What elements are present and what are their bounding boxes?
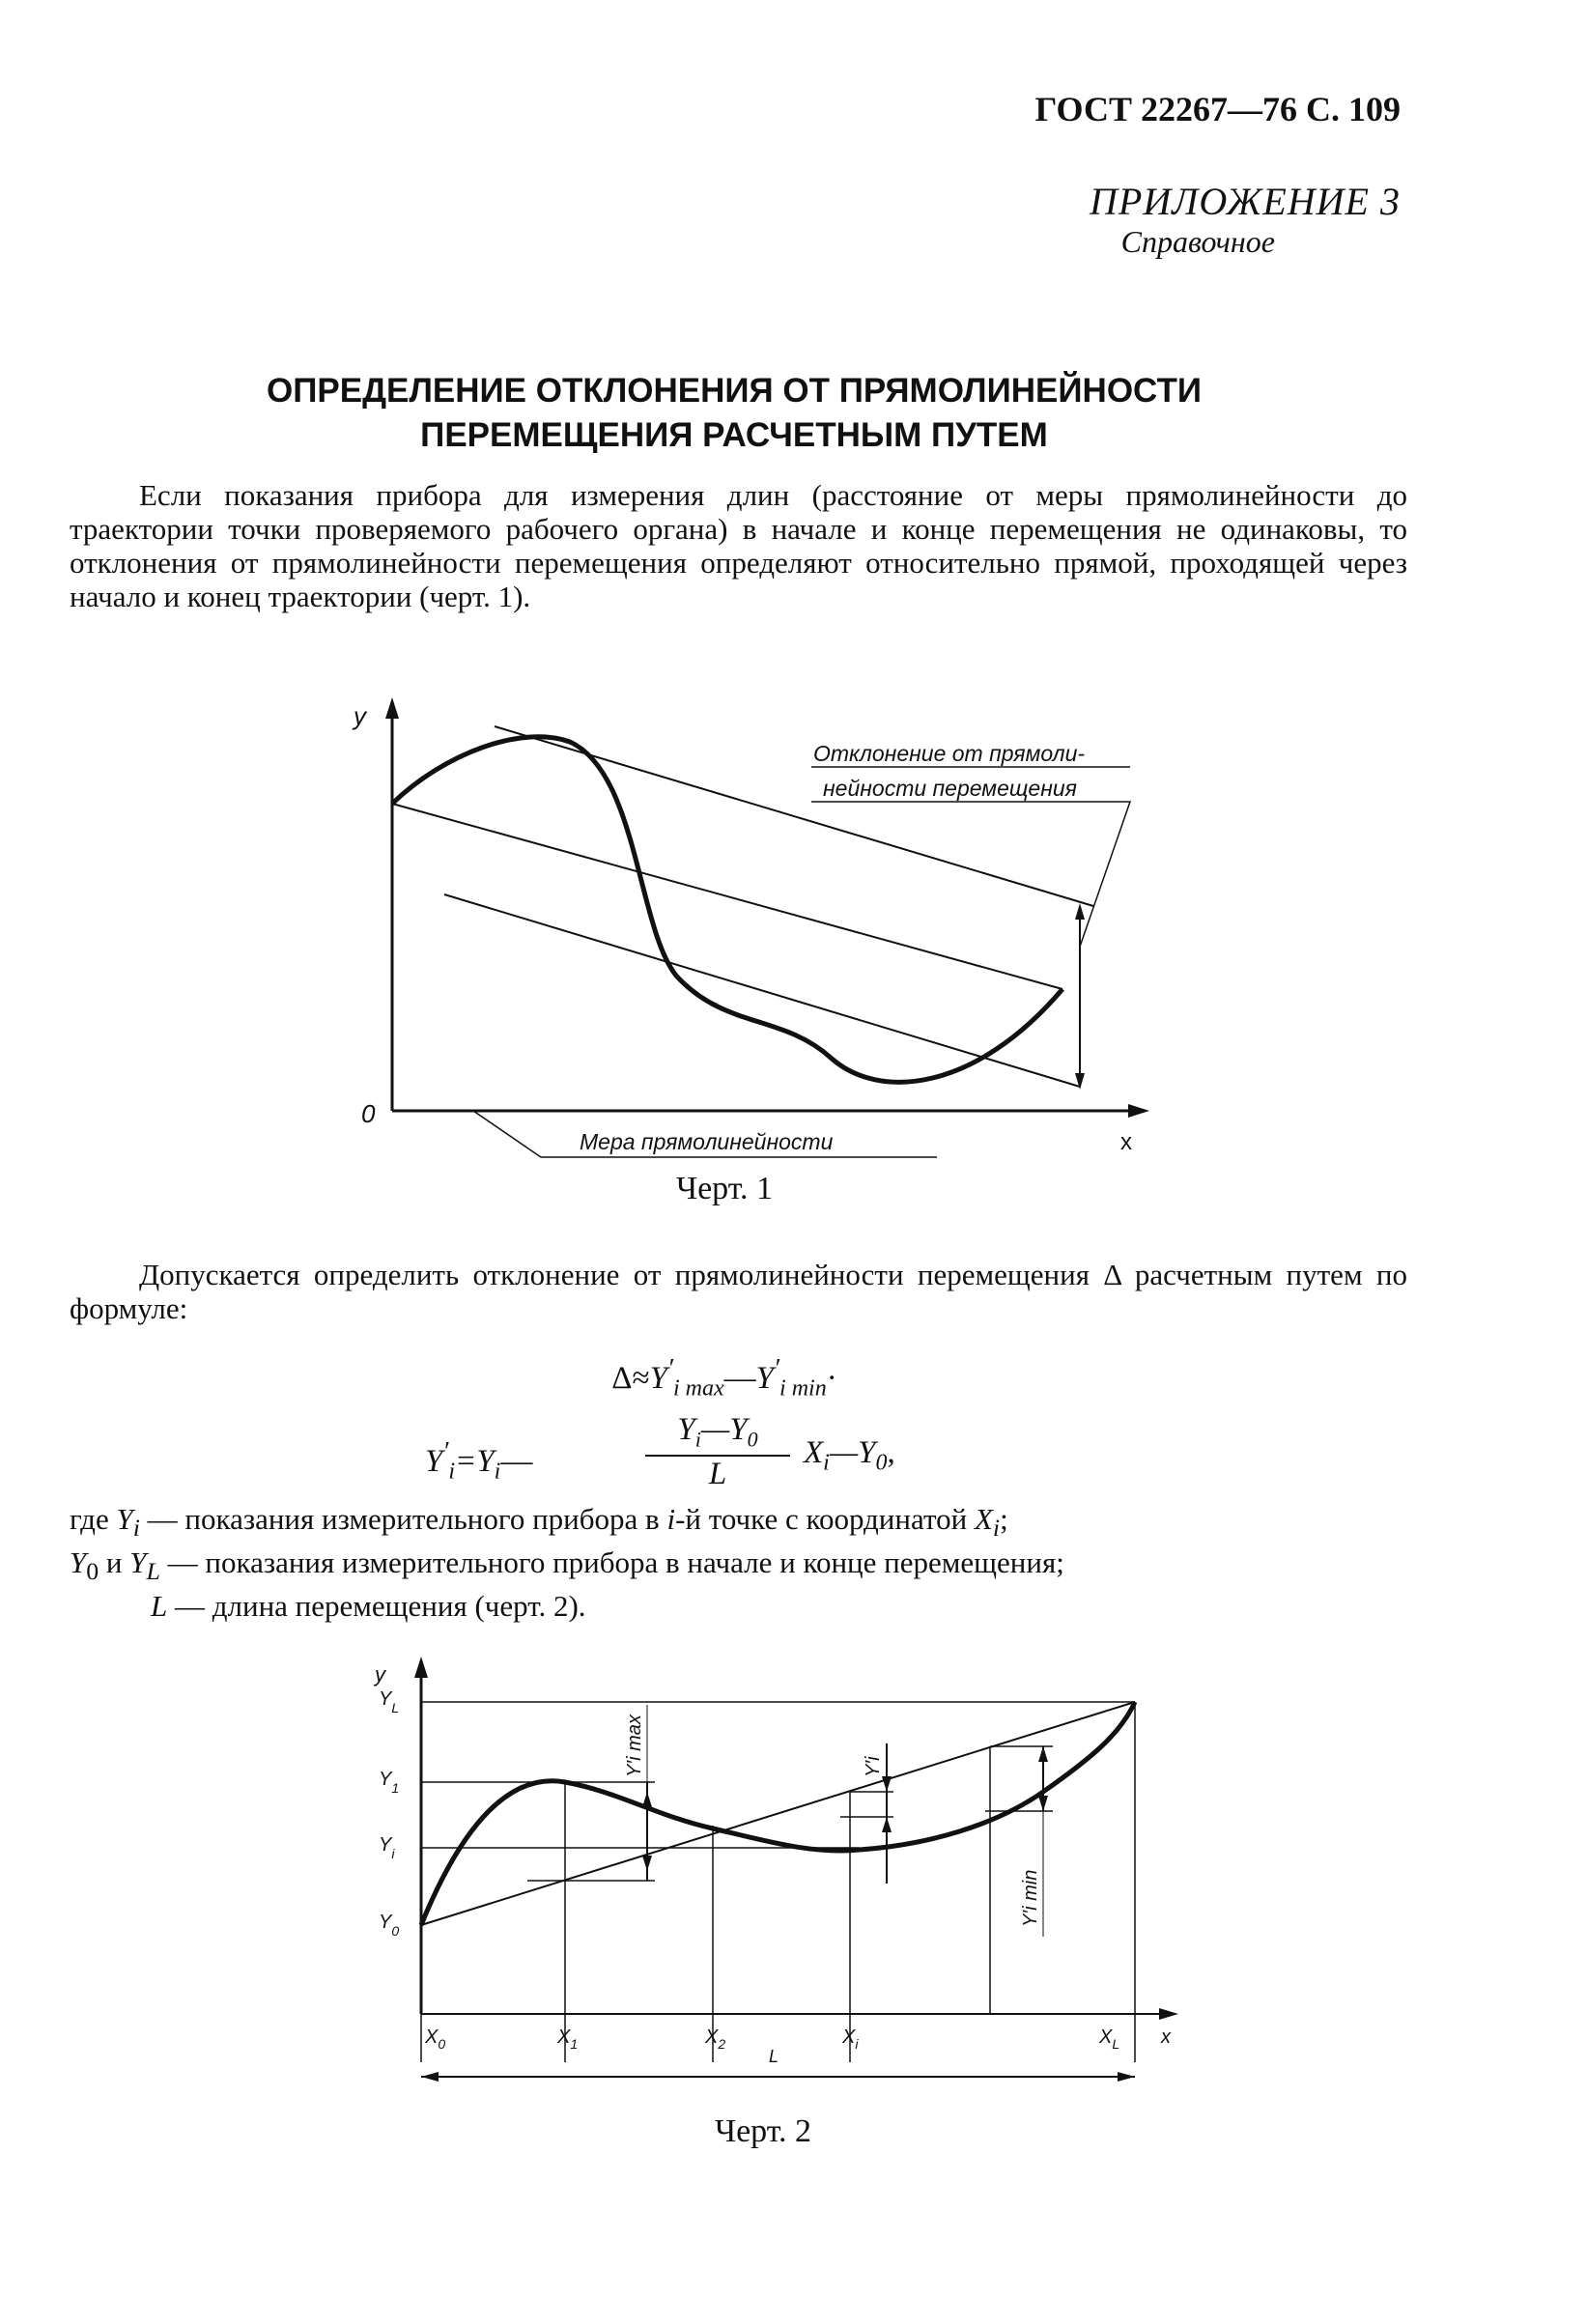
fig2-xtick-xi: $X_i$ (842, 2026, 859, 2052)
formula2-denominator: L (708, 1456, 727, 1491)
def3-l: L (151, 1589, 168, 1624)
def2-and: и (99, 1545, 130, 1580)
definition-line-1 (70, 1502, 1422, 1545)
figure-1-caption: Черт. 1 (675, 1171, 774, 1206)
fig1-callout-line1: Отклонение от прямоли- (813, 741, 1086, 766)
formula-ymax-y: Y (649, 1361, 667, 1396)
formula2-tail-x: X (804, 1435, 824, 1470)
formula2-num-mid: —Y (700, 1412, 748, 1447)
definition-line-3 (70, 1589, 1422, 1624)
section-title (193, 369, 1275, 458)
def1-xi: X (974, 1502, 993, 1536)
figure-2-caption: Черт. 2 (714, 2113, 812, 2149)
document-reference: ГОСТ 22267—76 С. 109 (1034, 90, 1401, 128)
appendix-subtitle: Справочное (1120, 224, 1275, 259)
fig2-xtick-x1: $X_1$ (557, 2026, 579, 2052)
def2-y0-sub: 0 (86, 1557, 99, 1586)
formula2-rhs-start: =Y (455, 1444, 495, 1479)
fig2-xtick-x2: $X_2$ (705, 2026, 726, 2052)
fig1-callout-leader (811, 802, 1130, 947)
fig1-deviation-arrow-bottom (1075, 1073, 1085, 1090)
fig1-deviation-arrow-top (1075, 903, 1085, 920)
formula-minus: — (723, 1361, 756, 1396)
def1-yi: Y (116, 1502, 133, 1536)
formula-delta-lhs: Δ≈ (611, 1361, 650, 1396)
formula2-numerator (645, 1412, 790, 1457)
def2-yl: Y (129, 1545, 147, 1580)
def1-text: — показания измерительного прибора в (139, 1502, 667, 1536)
fig2-ymax-label: Y′i max (624, 1715, 645, 1777)
fig2-length-label: L (769, 2047, 779, 2066)
formula-delta (386, 1352, 1062, 1403)
fig2-ytick-yi: $Y_i$ (379, 1834, 395, 1861)
fig1-origin-label: 0 (361, 1099, 376, 1128)
formula2-fraction (645, 1412, 790, 1492)
fig2-y-arrow (414, 1657, 428, 1678)
formula2-tail2-sub: 0 (875, 1450, 888, 1476)
def3-text: — длина перемещения (черт. 2). (167, 1589, 586, 1624)
formula2-num-y: Y (677, 1412, 695, 1447)
definition-line-2 (70, 1545, 1422, 1589)
formula2-num-sub0: 0 (747, 1427, 758, 1452)
figure-1 (348, 695, 1178, 1169)
def2-text: — показания измерительного прибора в начале и конце перемещения; (159, 1545, 1064, 1580)
variable-definitions (70, 1502, 1422, 1624)
section-title-line1: ОПРЕДЕЛЕНИЕ ОТКЛОНЕНИЯ ОТ ПРЯМОЛИНЕЙНОСТИ (267, 372, 1202, 410)
def1-i: i (666, 1502, 676, 1536)
def1-yi-sub: i (132, 1514, 140, 1543)
fig1-x-label: x (1120, 1129, 1132, 1155)
fig2-yi-label: Y′i (863, 1756, 884, 1777)
formula-intro-paragraph: Допускается определить отклонение от прямолинейности перемещения Δ расчетным путем по формуле: (70, 1258, 1407, 1325)
fig2-xtick-xl: $X_L$ (1099, 2026, 1120, 2052)
formula-ymax-sub: i max (673, 1375, 724, 1402)
formula-ymax-prime: ′ (666, 1352, 673, 1382)
intro-paragraph: Если показания прибора для измерения длин (расстояние от меры прямолинейности до траектории точки проверяемого рабочего органа) в начале и конце перемещения не одинаковы, то отклонения от прямолинейности перемещения определяют относительно прямой, проходящей через начало и конец траектории (черт. 1). (70, 478, 1407, 613)
formula2-tail2: —Y (829, 1435, 876, 1470)
fig2-ytick-y0: $Y_0$ (379, 1912, 400, 1939)
formula2-lhs-sub: i (448, 1459, 456, 1485)
def2-yl-sub: L (146, 1557, 160, 1586)
fig2-ytick-y1: $Y_1$ (379, 1769, 400, 1796)
formula-ymin-y: Y (755, 1361, 775, 1396)
def1-xi-sub: i (992, 1514, 1001, 1543)
def2-y0: Y (70, 1545, 87, 1580)
appendix-title: ПРИЛОЖЕНИЕ 3 (1090, 180, 1401, 223)
fig1-callout-line2: нейности перемещения (823, 776, 1077, 801)
section-title-line2: ПЕРЕМЕЩЕНИЯ РАСЧЕТНЫМ ПУТЕМ (420, 416, 1048, 454)
fig1-measure-label: Мера прямолинейности (580, 1129, 834, 1154)
formula2-lhs-y: Y (425, 1444, 443, 1479)
fig1-x-arrow (1128, 1104, 1149, 1118)
def1-end: ; (1000, 1502, 1008, 1536)
formula-ymin-sub: i min (779, 1375, 827, 1402)
formula-yi (425, 1412, 1062, 1489)
fig2-ymin-label: Y′i min (1020, 1869, 1041, 1927)
formula-end-dot: · (826, 1361, 837, 1396)
formula2-rhs-minus: — (500, 1444, 533, 1479)
formula2-tail-end: , (887, 1435, 895, 1470)
formula2-tail-sub: i (823, 1450, 830, 1476)
fig2-y-axis-label: y (375, 1662, 385, 1686)
fig1-y-arrow (385, 697, 399, 719)
def1-text2: -й точке с координатой (675, 1502, 975, 1536)
def1-where: где (70, 1502, 117, 1536)
formula2-lhs-prime: ′ (442, 1435, 449, 1465)
figure-2 (367, 1647, 1217, 2111)
formula2-rhs-sub: i (494, 1459, 501, 1485)
fig2-ytick-yl: $Y_L$ (379, 1688, 400, 1715)
fig1-y-label: y (354, 701, 366, 730)
fig2-x-axis-label: x (1161, 2026, 1171, 2048)
fig1-chord-line (392, 804, 1062, 989)
fig2-xtick-x0: $X_0$ (425, 2026, 446, 2052)
formula2-num-sub: i (694, 1427, 701, 1452)
fig2-x-arrow (1159, 2008, 1178, 2020)
formula-ymin-prime: ′ (774, 1352, 780, 1382)
